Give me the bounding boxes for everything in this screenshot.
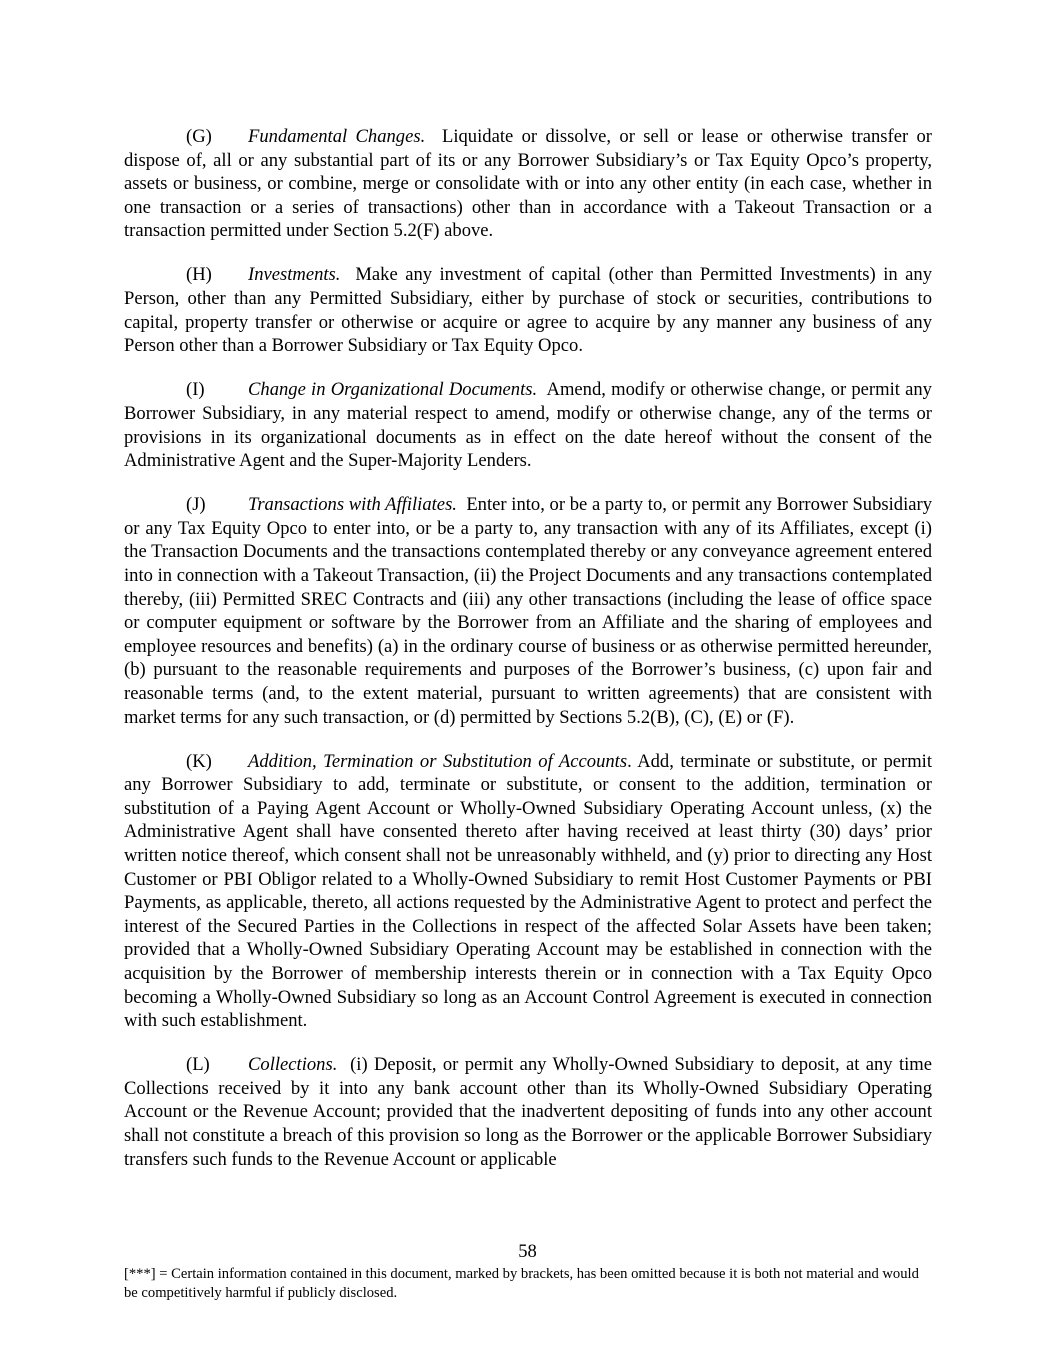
clause-body: Liquidate or dissolve, or sell or lease or otherwise transfer or dispose of, all or any substantial part of its or any Borrower Subsidiary’s or Tax Equity Opco’s property, assets or business, or combine, merge or consolidate with or into any other entity (in each case, whether in one transaction or a series of transactions) other than in accordance with a Takeout Transaction or a transaction permitted under Section 5.2(F) above. [124, 126, 932, 242]
clause-body: (i) Deposit, or permit any Wholly-Owned Subsidiary to deposit, at any time Collections received by it into any bank account other than its Wholly-Owned Subsidiary Operating Account or the Revenue Account; provided that the inadvertent depositing of funds into any other account shall not constitute a breach of this provision so long as the Borrower or the applicable Borrower Subsidiary transfers such funds to the Revenue Account or applicable [124, 1054, 932, 1170]
confidentiality-footnote: [***] = Certain information contained in this document, marked by brackets, has been omitted because it is both not material and would be competitively harmful if publicly disclosed. [124, 1266, 919, 1301]
clause-body: . Add, terminate or substitute, or permit any Borrower Subsidiary to add, terminate or substitute, or consent to the addition, termination or substitution of a Paying Agent Account or Wholly-Owned Subsidiary Operating Account unless, (x) the Administrative Agent shall have consented thereto after having received at least thirty (30) days’ prior written notice thereof, which consent shall not be unreasonably withheld, and (y) prior to directing any Host Customer or PBI Obligor related to a Wholly-Owned Subsidiary to remit Host Customer Payments or PBI Payments, as applicable, thereto, all actions requested by the Administrative Agent to protect and perfect the interest of the Secured Parties in the Collections in respect of the affected Solar Assets have been taken; provided that a Wholly-Owned Subsidiary Operating Account may be established in connection with the acquisition by the Borrower of membership interests therein or in connection with a Tax Equity Opco becoming a Wholly-Owned Subsidiary so long as an Account Control Agreement is executed in connection with such establishment. [124, 750, 932, 1032]
clause-body: Amend, modify or otherwise change, or permit any Borrower Subsidiary, in any material respect to amend, modify or otherwise change, any of the terms or provisions in its organizational documents as in effect on the date hereof without the consent of the Administrative Agent and the Super-Majority Lenders. [124, 379, 932, 472]
clause-number: (L) [186, 1054, 210, 1076]
clause-heading: Addition, Termination or Substitution of Accounts [248, 750, 628, 772]
clause-l [124, 1053, 932, 1171]
document-body [124, 125, 932, 1192]
clause-number: (J) [186, 494, 206, 516]
clause-body: Enter into, or be a party to, or permit any Borrower Subsidiary or any Tax Equity Opco to enter into, or be a party to, any transaction with any of its Affiliates, except (i) the Transaction Documents and the transactions contemplated thereby or any conveyance agreement entered into in connection with a Takeout Transaction, (ii) the Project Documents and any transactions contemplated thereby, (iii) Permitted SREC Contracts and (iii) any other transactions (including the lease of office space or computer equipment or software by the Borrower from an Affiliate and the sharing of employees and employee resources and benefits) (a) in the ordinary course of business or as otherwise permitted hereunder, (b) pursuant to the reasonable requirements and purposes of the Borrower’s business, (c) upon fair and reasonable terms (and, to the extent material, pursuant to written agreements) that are consistent with market terms for any such transaction, or (d) permitted by Sections 5.2(B), (C), (E) or (F). [124, 494, 932, 728]
clause-k [124, 750, 932, 1033]
clause-heading: Collections. [248, 1054, 338, 1076]
clause-number: (K) [186, 750, 212, 772]
clause-g [124, 125, 932, 243]
clause-heading: Change in Organizational Documents. [248, 379, 538, 401]
clause-j [124, 493, 932, 729]
clause-heading: Transactions with Affiliates. [248, 494, 457, 516]
clause-heading: Fundamental Changes. [248, 126, 426, 147]
page-number: 58 [518, 1241, 537, 1262]
clause-h [124, 263, 932, 357]
clause-body: Make any investment of capital (other than Permitted Investments) in any Person, other than any Permitted Subsidiary, either by purchase of stock or securities, contributions to capital, property transfer or otherwise or acquire or agree to acquire by any manner any business of any Person other than a Borrower Subsidiary or Tax Equity Opco. [124, 264, 932, 357]
clause-number: (H) [186, 264, 212, 286]
clause-i [124, 378, 932, 472]
clause-number: (G) [186, 126, 212, 147]
clause-heading: Investments. [248, 264, 341, 286]
clause-number: (I) [186, 379, 205, 401]
